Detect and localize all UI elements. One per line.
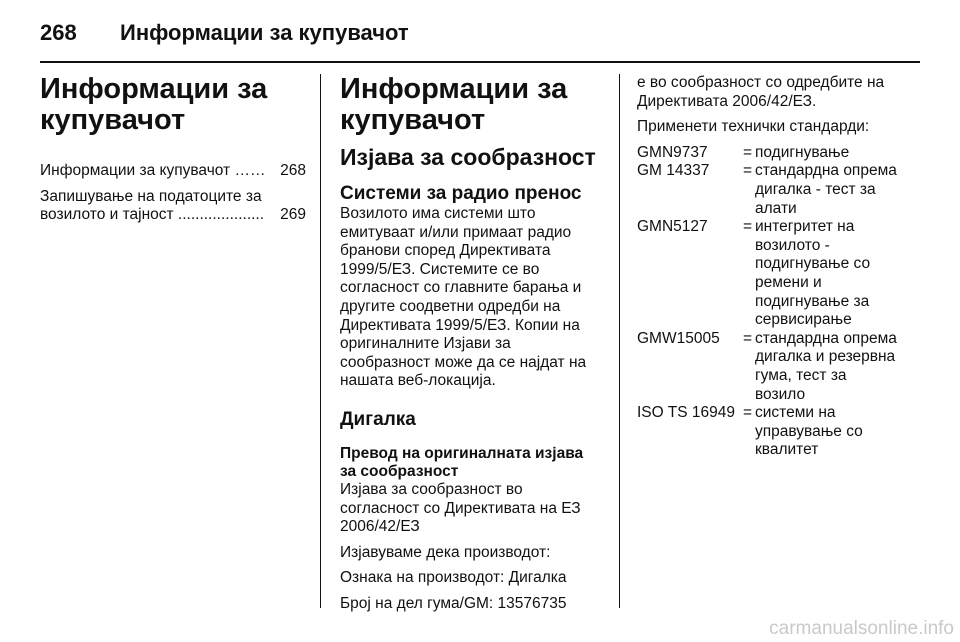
standards-table — [637, 144, 897, 460]
watermark: carmanualsonline.info — [769, 618, 954, 639]
section-title: Информации за купувачот — [340, 73, 568, 136]
header-divider — [40, 61, 920, 63]
standard-equals: = — [743, 143, 753, 161]
running-title: Информации за купувачот — [120, 20, 409, 45]
table-row — [637, 162, 897, 218]
page-header — [40, 14, 920, 54]
directive-paragraph: е во сообразност со одредбите на Директивата 2006/42/ЕЗ. — [637, 74, 885, 110]
toc-column — [40, 74, 306, 232]
standard-code: GMN9737 — [637, 143, 708, 161]
standard-code: GMN5127 — [637, 218, 708, 236]
page-number: 268 — [40, 20, 77, 45]
standard-description: стандардна опрема дигалка - тест за алати — [755, 162, 897, 217]
standard-code: GMW15005 — [637, 329, 720, 347]
standard-description: подигнување — [755, 143, 850, 161]
part-number-paragraph: Број на дел гума/GM: 13576735 — [340, 594, 567, 612]
radio-systems-paragraph: Возилото има системи што емитуваат и/или примаат радио бранови според Директивата 1999/5/ЕЗ. Системите се во согласност со главните барања и другите соодветни одредби на Директивата 1999/5/ЕЗ. Копии на оригиналните Изјави за сообразност може да се најдат на нашата веб-локација. — [340, 205, 587, 390]
radio-systems-heading: Системи за радио пренос — [340, 183, 582, 204]
toc-entry-text-line1: Запишување на податоците за — [40, 187, 262, 205]
product-label-paragraph: Ознака на производот: Дигалка — [340, 569, 567, 587]
standard-code: ISO TS 16949 — [637, 404, 735, 422]
standard-equals: = — [743, 218, 753, 236]
table-row — [637, 144, 897, 163]
standard-description: стандардна опрема дигалка и резервна гума, тест за возило — [755, 329, 897, 403]
toc-entry[interactable] — [40, 188, 306, 225]
content-column-main — [340, 74, 602, 614]
standards-label: Применети технички стандарди: — [637, 118, 870, 136]
table-row — [637, 218, 897, 330]
table-row — [637, 330, 897, 404]
standard-equals: = — [743, 162, 753, 180]
subsection-title: Изјава за сообразност — [340, 144, 596, 170]
toc-entry-text-line2: возилото и тајност .................... — [40, 206, 265, 224]
toc-entry[interactable] — [40, 162, 306, 181]
table-row — [637, 404, 897, 460]
statement-paragraph: Изјава за сообразност во согласност со Директивата на ЕЗ 2006/42/ЕЗ — [340, 480, 581, 536]
standard-equals: = — [743, 329, 753, 347]
chapter-title: Информации за купувачот — [40, 73, 268, 136]
standard-description: интегритет на возилото - подигнување со ремени и подигнување за сервисирање — [755, 218, 871, 329]
content-column-right — [637, 74, 897, 460]
toc-entry-text: Информации за купувачот …… — [40, 162, 266, 179]
column-divider-left — [320, 74, 321, 608]
table-of-contents — [40, 162, 306, 225]
jack-heading: Дигалка — [340, 408, 416, 430]
toc-entry-page: 269 — [280, 206, 306, 224]
declare-paragraph: Изјавуваме дека производот: — [340, 543, 551, 561]
toc-entry-page: 268 — [280, 162, 306, 179]
translation-heading: Превод на оригиналната изјава за сообразност — [340, 444, 584, 480]
standard-description: системи на управување со квалитет — [755, 404, 863, 459]
standard-code: GM 14337 — [637, 162, 710, 180]
standard-equals: = — [743, 404, 753, 422]
column-divider-right — [619, 74, 620, 608]
